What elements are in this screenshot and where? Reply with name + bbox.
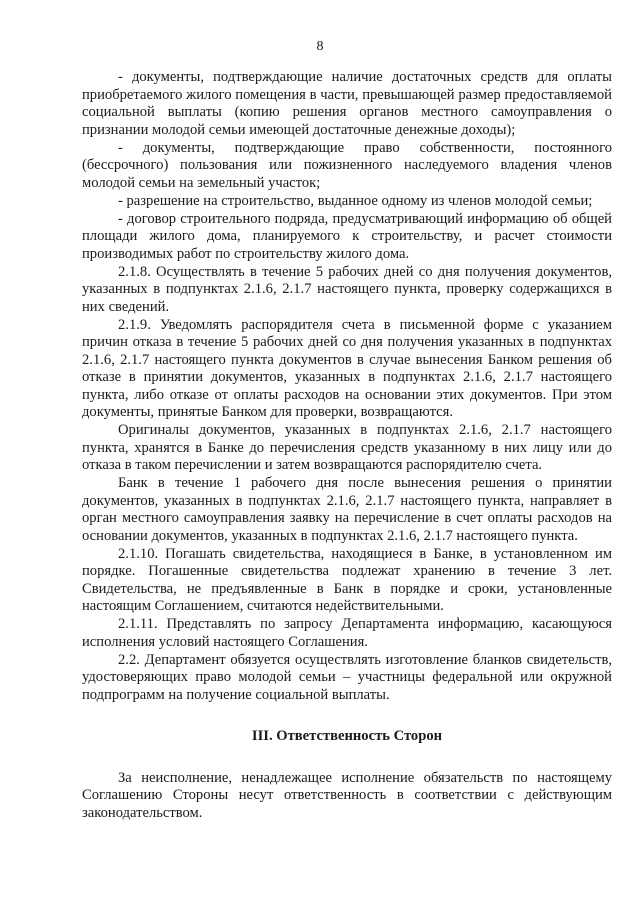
paragraph-2-1-8: 2.1.8. Осуществлять в течение 5 рабочих дней со дня получения документов, указанных в подпунктах 2.1.6, 2.1.7 настоящего пункта, проверку содержащихся в них сведений.: [82, 263, 612, 315]
paragraph-land-ownership: - документы, подтверждающие право собственности, постоянного (бессрочного) пользования или пожизненного наследуемого владения членов молодой семьи на земельный участок;: [82, 139, 612, 191]
paragraph-originals: Оригиналы документов, указанных в подпунктах 2.1.6, 2.1.7 настоящего пункта, хранятся в Банке до перечисления средств указанному в них лицу или до отказа в таком перечислении и затем возвращаются распорядителю счета.: [82, 422, 612, 473]
paragraph-liability: За неисполнение, ненадлежащее исполнение обязательств по настоящему Соглашению Стороны несут ответственность в соответствии с действующим законодательством.: [82, 769, 612, 821]
paragraph-2-1-10: 2.1.10. Погашать свидетельства, находящиеся в Банке, в установленном им порядке. Погашенные свидетельства подлежат хранению в течение 3 лет. Свидетельства, не предъявленные в Банк в порядке и сроки, установленные настоящим Соглашением, считаются недействительными.: [82, 545, 612, 614]
paragraph-2-1-11: 2.1.11. Представлять по запросу Департамента информацию, касающуюся исполнения условий настоящего Соглашения.: [82, 616, 612, 650]
document-body: [82, 69, 612, 822]
paragraph-construction-contract: - договор строительного подряда, предусматривающий информацию об общей площади жилого дома, планируемого к строительству, и расчет стоимости производимых работ по строительству жилого дома.: [82, 210, 612, 262]
paragraph-2-2: 2.2. Департамент обязуется осуществлять изготовление бланков свидетельств, удостоверяющих право молодой семьи – участницы федеральной или окружной подпрограмм на получение социальной выплаты.: [82, 651, 612, 703]
paragraph-bank-request: Банк в течение 1 рабочего дня после вынесения решения о принятии документов, указанных в подпунктах 2.1.6, 2.1.7 настоящего пункта, направляет в орган местного самоуправления заявку на перечисление в счет оплаты расходов на основании документов, указанных в подпунктах 2.1.6, 2.1.7 настоящего пункта.: [82, 475, 612, 544]
paragraph-building-permit: - разрешение на строительство, выданное одному из членов молодой семьи;: [118, 192, 593, 209]
section-heading: III. Ответственность Сторон: [251, 728, 443, 744]
page-number: 8: [316, 39, 324, 54]
paragraph-financial-documents: - документы, подтверждающие наличие достаточных средств для оплаты приобретаемого жилого помещения в части, превышающей размер предоставляемой социальной выплаты (копию решения органов местного самоуправления о признании молодой семьи имеющей достаточные денежные доходы);: [82, 69, 612, 138]
paragraph-2-1-9: 2.1.9. Уведомлять распорядителя счета в письменной форме с указанием причин отказа в течение 5 рабочих дней со дня получения указанных в подпунктах 2.1.6, 2.1.7 настоящего пункта документов в случае вынесения Банком решения об отказе в принятии документов, указанных в подпунктах 2.1.6, 2.1.7 настоящего пункта, либо отказе от оплаты расходов на основании этих документов. При этом документы, принятые Банком для проверки, возвращаются.: [82, 316, 612, 420]
